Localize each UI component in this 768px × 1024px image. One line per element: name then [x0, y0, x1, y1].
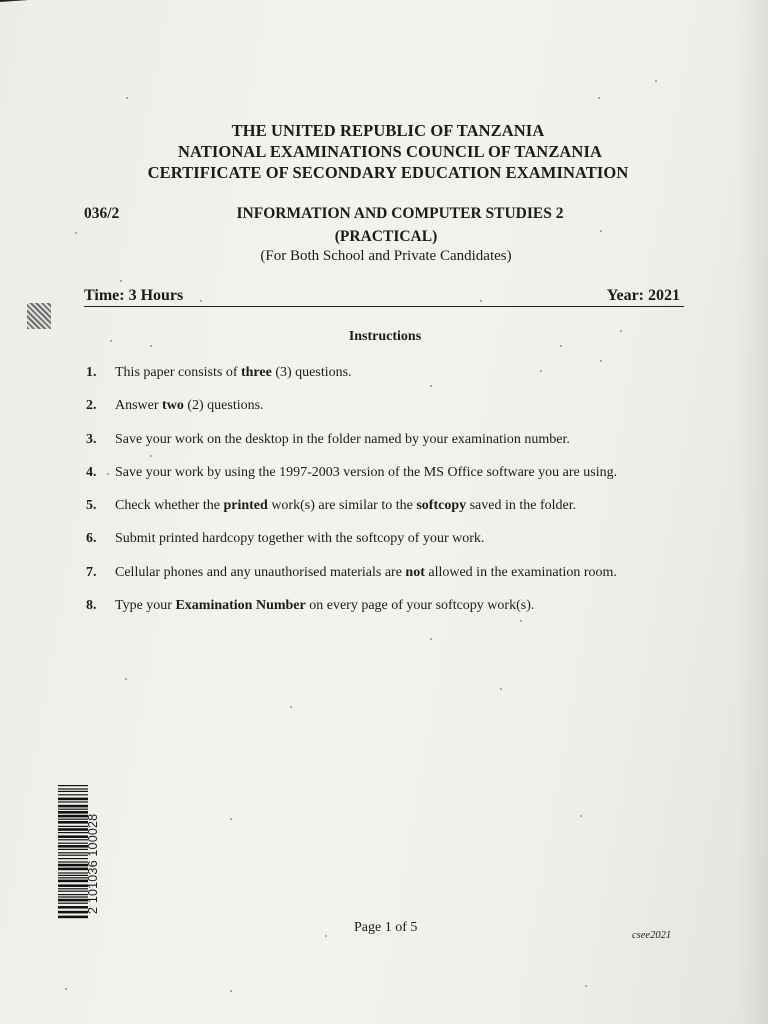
scan-speck: [150, 345, 152, 347]
barcode-bar: [58, 891, 88, 892]
barcode-bar: [58, 916, 88, 919]
scan-speck: [65, 988, 67, 990]
barcode-bar: [58, 794, 88, 795]
instruction-item: [86, 398, 264, 414]
barcode-bar: [58, 809, 88, 810]
instruction-number: 7.: [86, 565, 97, 580]
barcode-bar: [58, 884, 88, 887]
barcode-bar: [58, 894, 88, 895]
scan-speck: [430, 638, 432, 640]
scan-speck: [598, 97, 600, 99]
instruction-number: 2.: [86, 398, 97, 413]
instruction-text: Submit printed hardcopy together with the softcopy of your work.: [115, 531, 485, 546]
barcode-bar: [58, 798, 88, 801]
scan-speck: [560, 345, 562, 347]
exam-time: Time: 3 Hours: [84, 287, 184, 304]
scan-speck: [125, 678, 127, 680]
header-line-1: THE UNITED REPUBLIC OF TANZANIA: [231, 121, 545, 140]
barcode-bar: [58, 903, 88, 904]
paper-candidates: (For Both School and Private Candidates): [260, 248, 512, 264]
barcode-bar: [58, 858, 88, 859]
barcode-bar: [58, 845, 88, 848]
page-number: Page 1 of 5: [354, 920, 418, 935]
instruction-emphasis: Examination Number: [175, 598, 306, 613]
barcode-bar: [58, 835, 88, 838]
instruction-number: 8.: [86, 598, 97, 613]
barcode-bar: [58, 819, 88, 820]
scan-speck: [290, 706, 292, 708]
barcode-bar: [58, 801, 88, 802]
barcode-bar: [58, 899, 88, 902]
barcode-bar: [58, 788, 88, 789]
instruction-item: [86, 531, 484, 547]
scan-speck: [585, 985, 587, 987]
instruction-number: 6.: [86, 531, 97, 546]
instruction-text: saved in the folder.: [466, 498, 577, 513]
barcode-bar: [58, 791, 88, 792]
barcode-bar: [58, 855, 88, 856]
barcode-bar: [58, 785, 88, 786]
instruction-item: [86, 598, 534, 614]
instruction-text: Save your work by using the 1997-2003 version of the MS Office software you are using.: [115, 465, 618, 480]
instruction-text: Save your work on the desktop in the folder named by your examination number.: [115, 432, 570, 447]
barcode-bar: [58, 875, 88, 876]
scan-speck: [230, 818, 232, 820]
barcode-bar: [58, 821, 88, 824]
instruction-text: (3) questions.: [271, 365, 352, 380]
barcode-bar: [58, 828, 88, 831]
scan-artifact: [27, 303, 51, 329]
instruction-number: 5.: [86, 498, 97, 513]
instruction-item: [86, 498, 576, 514]
header-line-3: CERTIFICATE OF SECONDARY EDUCATION EXAMINATION: [147, 163, 629, 182]
barcode-bar: [58, 888, 88, 889]
scan-speck: [120, 280, 122, 282]
instruction-item: [86, 565, 617, 581]
instruction-text: Answer: [115, 398, 163, 413]
paper-subject: INFORMATION AND COMPUTER STUDIES 2: [236, 205, 564, 222]
scan-speck: [600, 360, 602, 362]
barcode-bar: [58, 911, 88, 914]
instruction-number: 4.: [86, 465, 97, 480]
scan-speck: [230, 990, 232, 992]
header-line-2: NATIONAL EXAMINATIONS COUNCIL OF TANZANIA: [178, 142, 602, 161]
barcode-bar: [58, 805, 88, 808]
barcode-bar: [58, 832, 88, 833]
barcode-bar: [58, 872, 88, 873]
scan-speck: [150, 455, 152, 457]
barcode-bar: [58, 815, 88, 818]
barcode-bar: [58, 877, 88, 878]
scan-speck: [520, 620, 522, 622]
instruction-text: on every page of your softcopy work(s).: [305, 598, 535, 613]
barcode-bar: [58, 864, 88, 867]
instruction-item: [86, 432, 570, 448]
instruction-text: allowed in the examination room.: [424, 565, 617, 580]
barcode-bar: [58, 826, 88, 827]
scan-speck: [75, 232, 77, 234]
header-divider: [84, 306, 684, 307]
scan-speck: [620, 330, 622, 332]
barcode-bar: [58, 843, 88, 844]
barcode-bar: [58, 811, 88, 814]
instruction-text: (2) questions.: [183, 398, 264, 413]
exam-year: Year: 2021: [606, 287, 680, 304]
instruction-number: 1.: [86, 365, 97, 380]
instruction-text: This paper consists of: [115, 365, 241, 380]
scan-speck: [655, 80, 657, 82]
instruction-emphasis: softcopy: [416, 498, 467, 513]
scan-speck: [580, 815, 582, 817]
barcode-bar: [58, 839, 88, 840]
instruction-text: work(s) are similar to the: [267, 498, 417, 513]
instruction-text: Type your: [115, 598, 176, 613]
scan-speck: [430, 385, 432, 387]
instruction-item: [86, 465, 617, 481]
instruction-emphasis: printed: [223, 498, 268, 513]
barcode-bar: [58, 896, 88, 897]
barcode-graphic: [58, 783, 112, 923]
barcode-bar: [58, 852, 88, 853]
instruction-text: Check whether the: [115, 498, 224, 513]
barcode-number: 2 101036 100028: [86, 813, 100, 914]
barcode-bar: [58, 906, 88, 909]
scan-speck: [325, 935, 327, 937]
instruction-emphasis: three: [240, 365, 272, 380]
scan-speck: [107, 473, 109, 475]
instruction-emphasis: two: [162, 398, 184, 413]
barcode-bar: [58, 849, 88, 850]
scan-speck: [540, 370, 542, 372]
barcode-bar: [58, 861, 88, 862]
barcode-bar: [58, 868, 88, 871]
barcode-bar: [58, 880, 88, 883]
instruction-emphasis: not: [405, 565, 425, 580]
scan-speck: [110, 340, 112, 342]
corner-pen-mark: [0, 0, 61, 10]
paper-type: (PRACTICAL): [334, 228, 438, 245]
instructions-title: Instructions: [348, 329, 422, 344]
instruction-number: 3.: [86, 432, 97, 447]
instruction-item: [86, 365, 352, 381]
exam-mark: csee2021: [632, 930, 672, 941]
scan-speck: [200, 300, 202, 302]
scan-speck: [480, 300, 482, 302]
scan-speck: [500, 688, 502, 690]
instruction-text: Cellular phones and any unauthorised materials are: [115, 565, 406, 580]
paper-code: 036/2: [84, 205, 120, 222]
scan-speck: [126, 97, 128, 99]
scan-speck: [600, 230, 602, 232]
